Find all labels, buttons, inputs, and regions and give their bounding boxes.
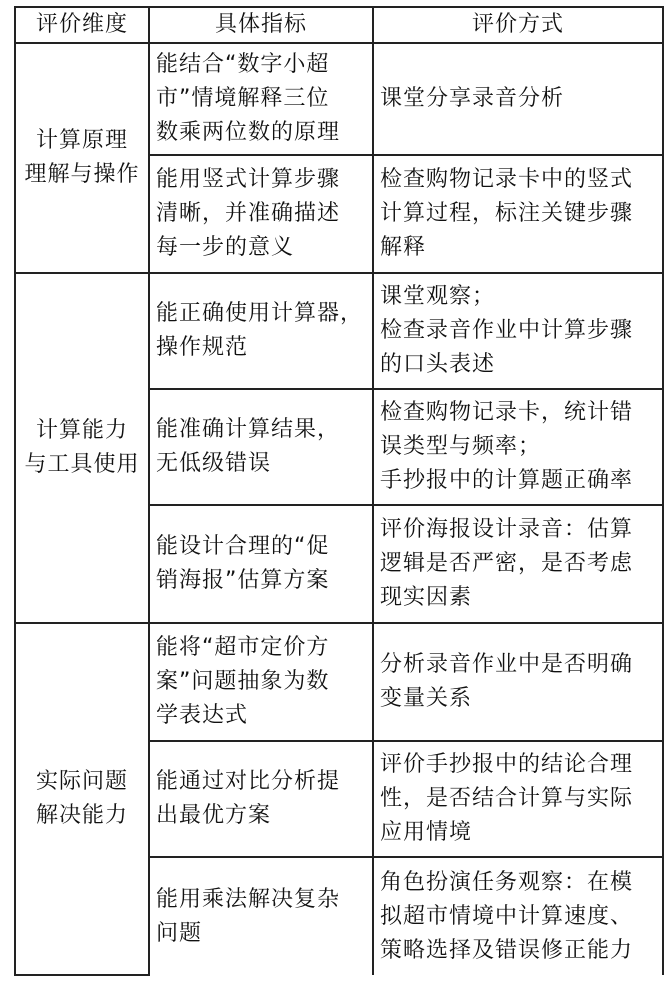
indicator-line: 清晰，并准确描述 (156, 201, 341, 226)
method-cell (373, 623, 663, 741)
method-line: 评价海报设计录音：估算 (380, 517, 634, 542)
indicator-line: 无低级错误 (156, 451, 272, 476)
method-line: 手抄报中的计算题正确率 (380, 468, 634, 493)
method-line: 现实因素 (380, 585, 473, 610)
indicator-line: 能将“超市定价方 (156, 635, 330, 660)
method-line: 性，是否结合计算与实际 (380, 786, 634, 811)
method-line: 分析录音作业中是否明确 (380, 652, 634, 677)
dimension-cell (15, 623, 149, 975)
indicator-line: 能准确计算结果， (156, 417, 341, 442)
method-line: 解释 (380, 235, 427, 260)
method-cell (373, 389, 663, 505)
indicator-line: 能用乘法解决复杂 (156, 886, 341, 912)
method-line: 课堂观察； (380, 284, 496, 309)
table-header-row (15, 7, 663, 43)
indicator-line: 能正确使用计算器， (156, 301, 364, 326)
indicator-line: 能通过对比分析提 (156, 769, 341, 794)
table-row (15, 623, 663, 741)
method-line: 逻辑是否严密，是否考虑 (380, 551, 634, 576)
method-line: 策略选择及错误修正能力 (380, 937, 634, 963)
method-cell (373, 857, 663, 975)
method-cell (373, 43, 663, 155)
dimension-line: 与工具使用 (24, 452, 140, 477)
indicator-line: 案”问题抽象为数 (156, 669, 330, 694)
dimension-cell (15, 273, 149, 623)
method-line: 误类型与频率； (380, 434, 542, 459)
table-row (15, 273, 663, 389)
evaluation-table (14, 6, 664, 976)
dimension-line: 计算能力 (35, 418, 128, 443)
dimension-line: 理解与操作 (24, 162, 140, 187)
method-cell (373, 505, 663, 623)
table-row (15, 43, 663, 155)
method-line: 检查购物记录卡，统计错 (380, 400, 634, 425)
indicator-line: 销海报”估算方案 (156, 568, 330, 593)
indicator-cell (149, 741, 373, 857)
dimension-cell (15, 43, 149, 273)
header-dimension: 评价维度 (15, 7, 149, 43)
indicator-line: 操作规范 (156, 335, 249, 360)
method-line: 评价手抄报中的结论合理 (380, 752, 634, 777)
dimension-line: 计算原理 (35, 128, 128, 153)
dimension-line: 解决能力 (35, 803, 128, 828)
dimension-line: 实际问题 (35, 769, 128, 794)
indicator-line: 学表达式 (156, 703, 249, 728)
indicator-line: 出最优方案 (156, 803, 272, 828)
header-method: 评价方式 (373, 7, 663, 43)
method-cell (373, 273, 663, 389)
indicator-line: 能设计合理的“促 (156, 534, 330, 559)
method-line: 应用情境 (380, 820, 473, 845)
indicator-cell (149, 389, 373, 505)
indicator-cell (149, 43, 373, 155)
method-line: 拟超市情境中计算速度、 (380, 903, 634, 929)
method-line: 的口头表述 (380, 352, 496, 377)
indicator-cell (149, 857, 373, 975)
indicator-line: 问题 (156, 920, 203, 946)
indicator-line: 市”情境解释三位 (156, 86, 330, 111)
indicator-line: 数乘两位数的原理 (156, 120, 341, 145)
method-cell (373, 741, 663, 857)
method-line: 角色扮演任务观察：在模 (380, 869, 634, 895)
method-line: 变量关系 (380, 686, 473, 711)
indicator-line: 能结合“数字小超 (156, 52, 330, 77)
indicator-cell (149, 155, 373, 273)
indicator-cell (149, 623, 373, 741)
indicator-line: 每一步的意义 (156, 235, 295, 260)
method-line: 检查购物记录卡中的竖式 (380, 167, 634, 192)
method-cell (373, 155, 663, 273)
indicator-cell (149, 505, 373, 623)
indicator-cell (149, 273, 373, 389)
method-line: 检查录音作业中计算步骤 (380, 318, 634, 343)
method-line: 计算过程，标注关键步骤 (380, 201, 634, 226)
header-indicator: 具体指标 (149, 7, 373, 43)
indicator-line: 能用竖式计算步骤 (156, 167, 341, 192)
method-line: 课堂分享录音分析 (380, 86, 565, 111)
